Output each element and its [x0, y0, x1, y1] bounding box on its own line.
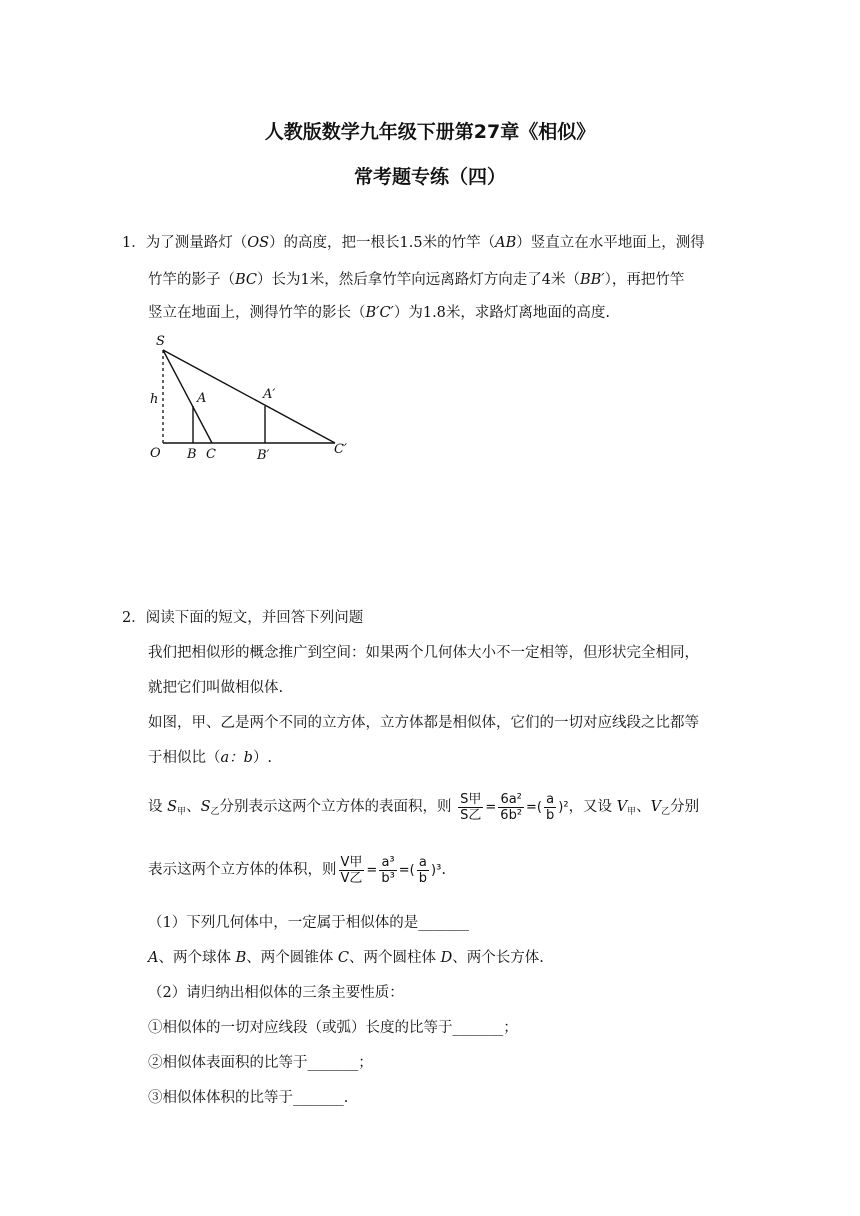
- q2-para1-b: 就把它们叫做相似体.: [148, 680, 284, 696]
- q2-options: A、两个球体 B、两个圆锥体 C、两个圆柱体 D、两个长方体.: [148, 950, 544, 966]
- q2-sub2: （2）请归纳出相似体的三条主要性质：: [148, 985, 404, 1001]
- q2-head: 2．阅读下面的短文，并回答下列问题: [122, 610, 364, 626]
- q2-sub1: （1）下列几何体中，一定属于相似体的是_______: [148, 915, 469, 931]
- fraction-a3-b3: $\frac{\text{a³}}{\text{b³}}$: [381, 854, 395, 886]
- fraction-6a2-6b2: $\frac{\text{6a²}}{\text{6b²}}$: [500, 791, 523, 823]
- q2-para2-a: 如图，甲、乙是两个不同的立方体，立方体都是相似体，它们的一切对应线段之比都等: [148, 715, 699, 731]
- label-B: B: [187, 447, 197, 462]
- q1-line-2: 竹竿的影子（BC）长为1米，然后拿竹竿向远离路灯方向走了4米（BB′），再把竹竿: [148, 272, 685, 288]
- q2-para3: 设 $S_甲$、$S_乙$分别表示这两个立方体的表面积，则 $\frac{\text{S甲}}{\text{S乙}}$ = $\frac{\text{6a²}}{\text{6b²}}$ =( $\frac{a}{b}$ )²，又设 $V_甲$、$V_乙$分别: [148, 791, 700, 823]
- streetlight-diagram: [140, 330, 370, 465]
- page-title: 人教版数学九年级下册第27章《相似》: [264, 121, 596, 143]
- ray-S-C-prime: [163, 350, 335, 443]
- q2-para1-a: 我们把相似形的概念推广到空间：如果两个几何体大小不一定相等，但形状完全相同，: [148, 645, 699, 661]
- q1-number: 1．: [122, 235, 146, 251]
- label-C: C: [206, 447, 216, 462]
- label-S: S: [156, 334, 165, 349]
- label-B-prime: B′: [257, 448, 270, 463]
- page-subtitle: 常考题专练（四）: [353, 166, 506, 188]
- label-h: h: [150, 392, 159, 407]
- q1-line-1: 1．为了测量路灯（OS）的高度，把一根长1.5米的竹竿（AB）竖直立在水平地面上，测得: [122, 235, 705, 251]
- fraction-a-b: $\frac{a}{b}$: [546, 791, 555, 823]
- q2-number: 2．: [122, 610, 146, 626]
- fraction-a-b-cubed: $\frac{a}{b}$: [418, 854, 428, 886]
- q2-property-3: ③相似体体积的比等于_______.: [148, 1090, 349, 1106]
- fraction-S-ratio: $\frac{\text{S甲}}{\text{S乙}}$: [460, 791, 482, 823]
- q1-line-3: 竖立在地面上，测得竹竿的影长（B′C′）为1.8米，求路灯离地面的高度.: [148, 305, 611, 321]
- q2-para4: 表示这两个立方体的体积，则 $\frac{\text{V甲}}{\text{V乙}}$ = $\frac{\text{a³}}{\text{b³}}$ =( $\frac{a}{b}$ )³.: [148, 854, 446, 886]
- label-C-prime: C′: [334, 442, 347, 457]
- fraction-V-ratio: $\frac{\text{V甲}}{\text{V乙}}$: [340, 854, 363, 886]
- q2-para2-b: 于相似比（a：b）.: [148, 750, 273, 766]
- q2-property-2: ②相似体表面积的比等于_______；: [148, 1055, 373, 1071]
- label-O: O: [150, 446, 161, 461]
- label-A: A: [197, 391, 207, 406]
- label-A-prime: A′: [263, 387, 276, 402]
- q2-property-1: ①相似体的一切对应线段（或弧）长度的比等于_______；: [148, 1020, 518, 1036]
